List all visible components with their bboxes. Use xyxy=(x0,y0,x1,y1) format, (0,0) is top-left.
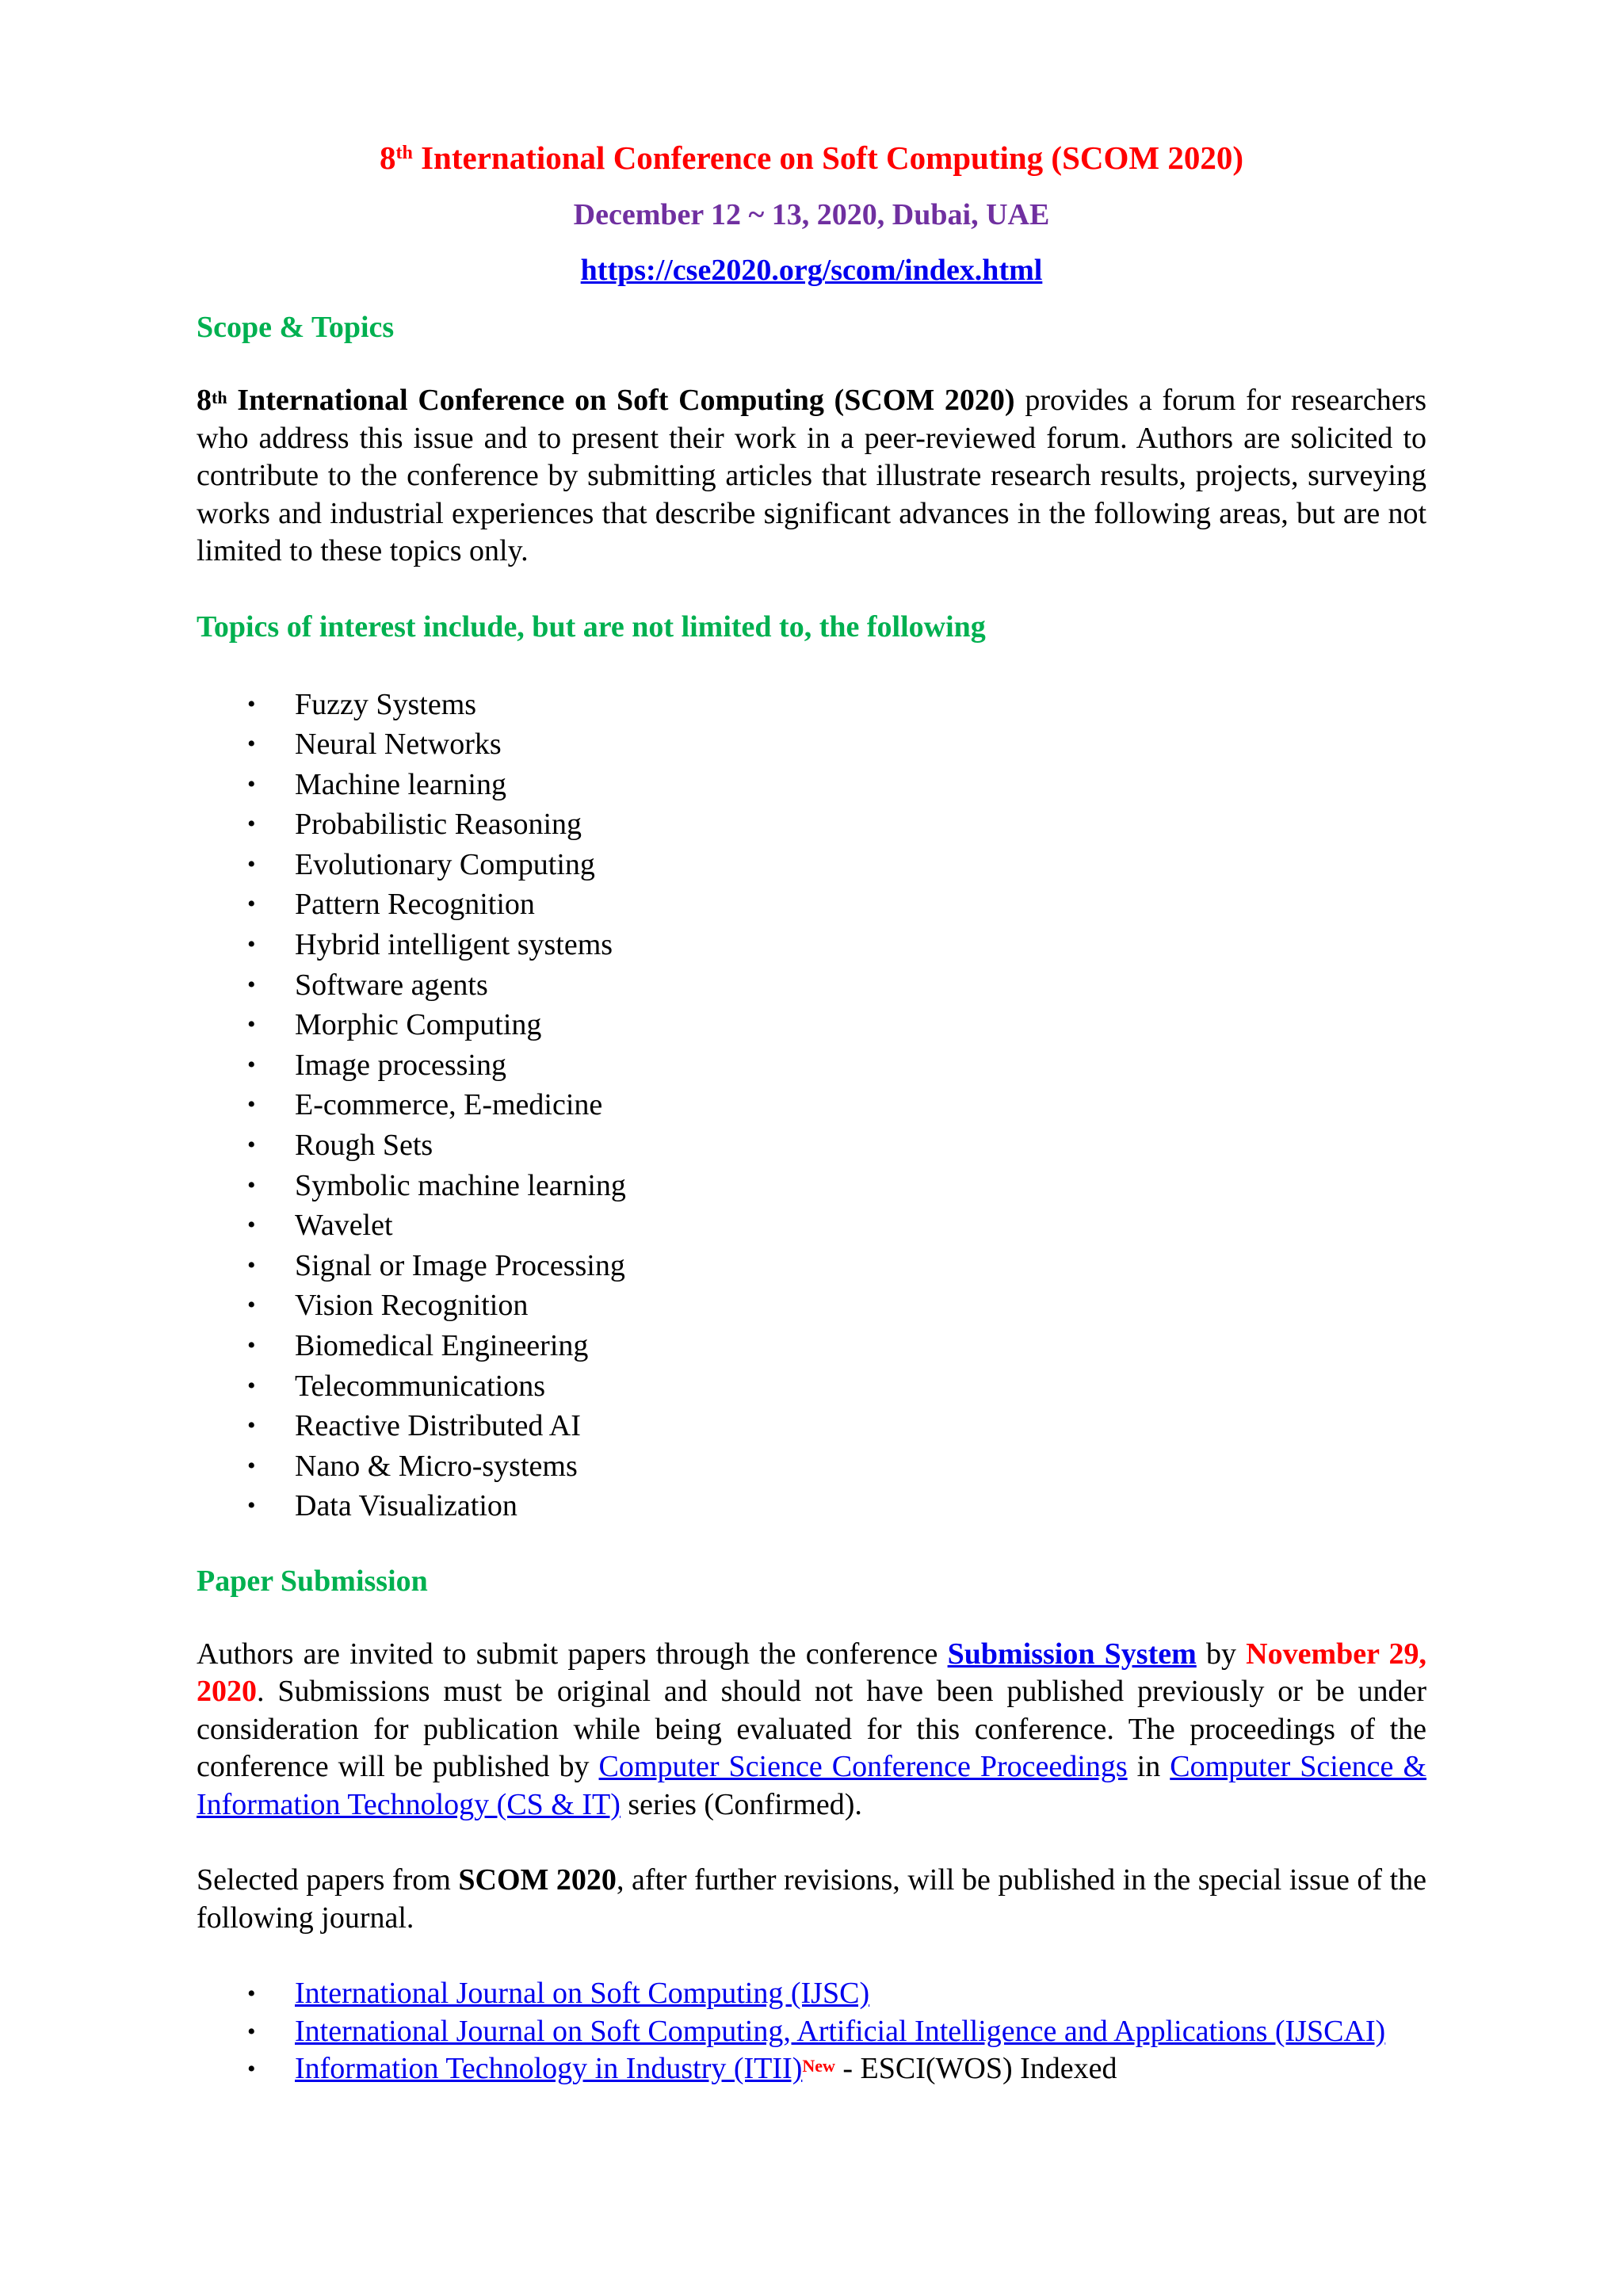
title-ordinal-suffix: th xyxy=(395,143,413,163)
bullet-icon: • xyxy=(247,1332,256,1358)
journal-item xyxy=(197,2050,1426,2088)
journal-item xyxy=(197,1975,1426,2013)
bullet-icon: • xyxy=(247,891,256,918)
topic-item xyxy=(197,1045,1426,1086)
proceedings-link[interactable]: Computer Science Conference Proceedings xyxy=(598,1750,1128,1784)
journal-link-ijsc[interactable]: International Journal on Soft Computing (IJSC) xyxy=(295,1977,870,2011)
topic-item xyxy=(197,1005,1426,1045)
topic-label: Fuzzy Systems xyxy=(295,687,477,721)
selected-text-1: Selected papers from xyxy=(197,1863,459,1897)
topic-label: Telecommunications xyxy=(295,1369,546,1403)
topic-label: Image processing xyxy=(295,1048,506,1082)
journals-list xyxy=(197,1975,1426,2088)
submission-text-2: by xyxy=(1196,1637,1247,1671)
topic-label: Signal or Image Processing xyxy=(295,1248,625,1282)
bullet-icon: • xyxy=(247,1051,256,1078)
intro-ordinal: 8 xyxy=(197,384,212,417)
topic-label: Neural Networks xyxy=(295,728,502,762)
journal-link-itii[interactable]: Information Technology in Industry (ITII) xyxy=(295,2052,803,2086)
journal-link-ijscai[interactable]: International Journal on Soft Computing, Artificial Intelligence and Applications (IJSCAI) xyxy=(295,2014,1386,2048)
bullet-icon: • xyxy=(247,731,256,758)
scope-heading: Scope & Topics xyxy=(197,311,395,344)
topic-label: E-commerce, E-medicine xyxy=(295,1088,603,1122)
topic-item xyxy=(197,1486,1426,1526)
topic-item xyxy=(197,845,1426,885)
intro-text: provides a forum for researchers who address this issue and to present their work in a peer-reviewed forum. Authors are solicited to contribute to the conference by submitting articles that illustrate research results, projects, surveying works and industrial experiences that describe significant advances in the following areas, but are not limited to these topics only. xyxy=(197,384,1426,567)
submission-text-3: . Submissions must be original and should not have been published previously or be under consideration for publication while being evaluated for this conference. The proceedings of the conference will be published by xyxy=(197,1675,1426,1784)
new-badge: New xyxy=(802,2056,835,2076)
topic-item xyxy=(197,1085,1426,1125)
topic-item xyxy=(197,1326,1426,1366)
submission-system-link[interactable]: Submission System xyxy=(947,1637,1197,1671)
bullet-icon: • xyxy=(247,690,256,717)
topic-label: Morphic Computing xyxy=(295,1008,542,1042)
bullet-icon: • xyxy=(247,1452,256,1479)
topic-item xyxy=(197,765,1426,805)
topic-item xyxy=(197,884,1426,925)
selected-conference-name: SCOM 2020 xyxy=(458,1863,617,1897)
topic-label: Data Visualization xyxy=(295,1489,517,1523)
topic-label: Reactive Distributed AI xyxy=(295,1409,581,1443)
cs-it-series-link[interactable]: Computer Science & Information Technology (CS & IT) xyxy=(197,1750,1427,1821)
bullet-icon: • xyxy=(247,770,256,797)
topic-label: Wavelet xyxy=(295,1209,393,1243)
conference-url-line xyxy=(197,252,1426,288)
submission-text-4: in xyxy=(1127,1750,1170,1784)
bullet-icon: • xyxy=(247,1171,256,1198)
title-text: International Conference on Soft Computing (SCOM 2020) xyxy=(412,139,1243,176)
journal-item xyxy=(197,2013,1426,2051)
bullet-icon: • xyxy=(247,1212,256,1239)
bullet-icon: • xyxy=(247,931,256,958)
topic-item xyxy=(197,1286,1426,1326)
bullet-icon: • xyxy=(247,850,256,877)
submission-text-5: series (Confirmed). xyxy=(620,1787,862,1821)
conference-date: December 12 ~ 13, 2020, Dubai, UAE xyxy=(573,198,1050,231)
bullet-icon: • xyxy=(247,1981,256,2008)
topic-item xyxy=(197,724,1426,765)
topic-label: Software agents xyxy=(295,968,488,1002)
topics-heading: Topics of interest include, but are not limited to, the following xyxy=(197,609,986,644)
topics-list xyxy=(197,685,1426,1526)
title-ordinal: 8 xyxy=(380,139,396,176)
bullet-icon: • xyxy=(247,1412,256,1439)
intro-paragraph xyxy=(197,382,1426,571)
topic-item xyxy=(197,1166,1426,1206)
topic-item xyxy=(197,1406,1426,1446)
conference-title xyxy=(197,133,1426,182)
bullet-icon: • xyxy=(247,971,256,998)
selected-papers-paragraph xyxy=(197,1862,1426,1937)
topic-item xyxy=(197,1246,1426,1286)
selected-text-2: , after further revisions, will be published in the special issue of the following journal. xyxy=(197,1863,1426,1935)
intro-conference-name: International Conference on Soft Computing (SCOM 2020) xyxy=(227,384,1015,417)
topic-item xyxy=(197,804,1426,845)
topic-item xyxy=(197,685,1426,725)
bullet-icon: • xyxy=(247,1492,256,1519)
topic-label: Rough Sets xyxy=(295,1129,433,1163)
intro-ordinal-suffix: th xyxy=(212,388,227,407)
topic-item xyxy=(197,925,1426,965)
topic-label: Symbolic machine learning xyxy=(295,1168,626,1202)
topic-label: Nano & Micro-systems xyxy=(295,1449,578,1483)
topic-item xyxy=(197,1446,1426,1487)
topic-label: Hybrid intelligent systems xyxy=(295,928,613,962)
submission-paragraph xyxy=(197,1636,1426,1824)
conference-url-link[interactable]: https://cse2020.org/scom/index.html xyxy=(580,254,1043,287)
topic-label: Machine learning xyxy=(295,767,506,801)
bullet-icon: • xyxy=(247,1292,256,1319)
topic-label: Evolutionary Computing xyxy=(295,847,595,881)
indexed-text: - ESCI(WOS) Indexed xyxy=(834,2052,1117,2086)
bullet-icon: • xyxy=(247,2018,256,2045)
bullet-icon: • xyxy=(247,1251,256,1278)
topic-item xyxy=(197,1205,1426,1246)
bullet-icon: • xyxy=(247,1372,256,1399)
submission-text-1: Authors are invited to submit papers through the conference xyxy=(197,1637,948,1671)
bullet-icon: • xyxy=(247,811,256,838)
bullet-icon: • xyxy=(247,1132,256,1159)
topic-item xyxy=(197,965,1426,1006)
submission-deadline: November 29, 2020 xyxy=(197,1637,1426,1709)
topic-item xyxy=(197,1366,1426,1407)
topic-label: Vision Recognition xyxy=(295,1289,529,1323)
topic-label: Pattern Recognition xyxy=(295,888,535,922)
document-page xyxy=(197,133,1426,2088)
paper-submission-heading: Paper Submission xyxy=(197,1564,428,1598)
bullet-icon: • xyxy=(247,1091,256,1118)
topic-item xyxy=(197,1125,1426,1166)
topic-label: Biomedical Engineering xyxy=(295,1329,589,1362)
bullet-icon: • xyxy=(247,2056,256,2083)
bullet-icon: • xyxy=(247,1011,256,1038)
topic-label: Probabilistic Reasoning xyxy=(295,808,582,842)
